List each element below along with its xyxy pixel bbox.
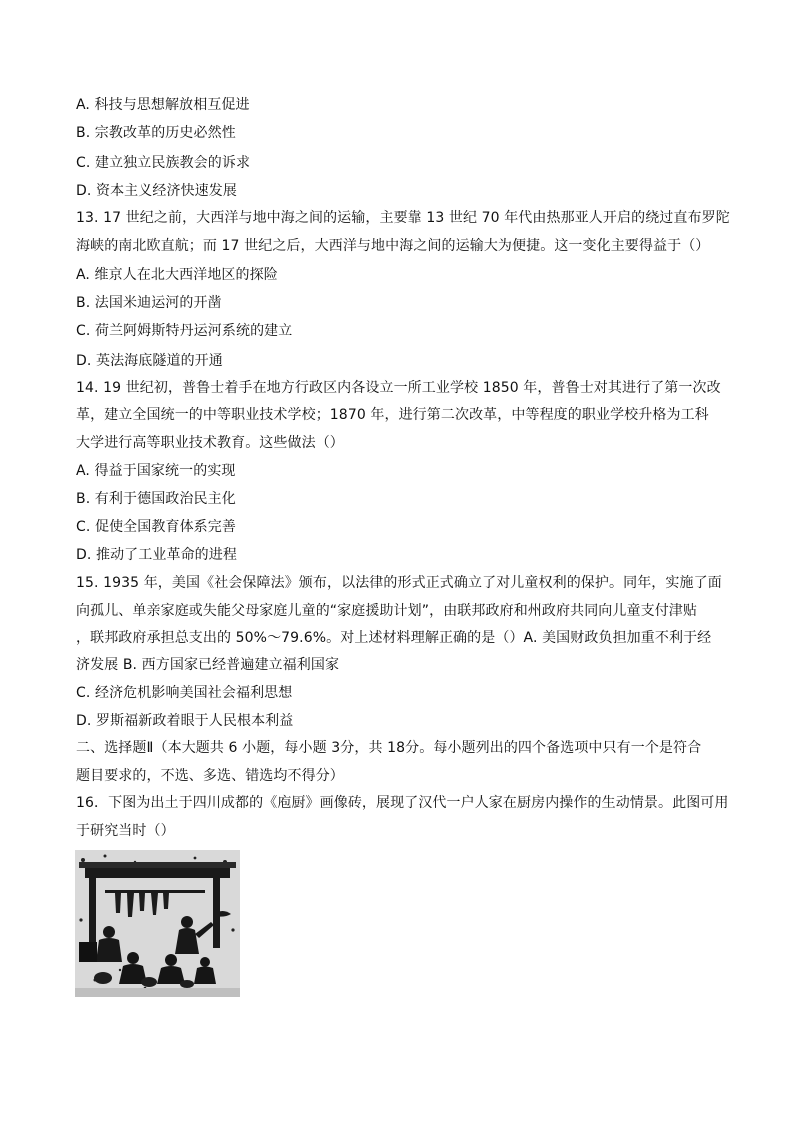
q13-option-a: A. 维京人在北大西洋地区的探险 [76, 267, 278, 283]
option-a-prev: A. 科技与思想解放相互促进 [76, 97, 250, 113]
q14-option-d: D. 推动了工业革命的进程 [76, 547, 237, 563]
q13-stem-line-2: 海峡的南北欧直航；而 17 世纪之后，大西洋与地中海之间的运输大为便捷。这一变化主要得益于（） [76, 238, 710, 254]
option-b-prev: B. 宗教改革的历史必然性 [76, 125, 236, 141]
section-2-header-line-2: 题目要求的，不选、多选、错选均不得分） [76, 768, 344, 784]
q14-option-c: C. 促使全国教育体系完善 [76, 519, 236, 535]
q15-stem-line-4: 济发展 B. 西方国家已经普遍建立福利国家 [76, 657, 340, 673]
kitchen-brick-relief-image [75, 850, 240, 997]
section-2-header-line-1: 二、选择题Ⅱ（本大题共 6 小题，每小题 3分，共 18分。每小题列出的四个备选项中只有一个是符合 [76, 740, 702, 756]
q13-option-c: C. 荷兰阿姆斯特丹运河系统的建立 [76, 323, 293, 339]
q15-option-d: D. 罗斯福新政着眼于人民根本利益 [76, 713, 294, 729]
q15-stem-line-2: 向孤儿、单亲家庭或失能父母家庭儿童的“家庭援助计划”，由联邦政府和州政府共同向儿童支付津贴 [76, 603, 698, 619]
option-d-prev: D. 资本主义经济快速发展 [76, 183, 237, 199]
q15-stem-line-3: ，联邦政府承担总支出的 50%～79.6%。对上述材料理解正确的是（）A. 美国财政负担加重不利于经 [76, 630, 712, 646]
q14-option-b: B. 有利于德国政治民主化 [76, 491, 236, 507]
q16-stem-line-1: 16．下图为出土于四川成都的《庖厨》画像砖，展现了汉代一户人家在厨房内操作的生动情景。此图可用 [76, 795, 729, 811]
q16-stem-line-2: 于研究当时（） [76, 823, 175, 839]
q14-stem-line-2: 革，建立全国统一的中等职业技术学校；1870 年，进行第二次改革，中等程度的职业学校升格为工科 [76, 407, 709, 423]
q14-stem-line-1: 14. 19 世纪初，普鲁士着手在地方行政区内各设立一所工业学校 1850 年，普鲁士对其进行了第一次改 [76, 380, 721, 396]
q15-stem-line-1: 15. 1935 年，美国《社会保障法》颁布，以法律的形式正式确立了对儿童权利的保护。同年，实施了面 [76, 575, 722, 591]
q13-option-d: D. 英法海底隧道的开通 [76, 353, 223, 369]
option-c-prev: C. 建立独立民族教会的诉求 [76, 155, 251, 171]
q13-option-b: B. 法国米迪运河的开凿 [76, 295, 222, 311]
q13-stem-line-1: 13. 17 世纪之前，大西洋与地中海之间的运输，主要靠 13 世纪 70 年代由热那亚人开启的绕过直布罗陀 [76, 210, 730, 226]
q15-option-c: C. 经济危机影响美国社会福利思想 [76, 685, 293, 701]
q14-stem-line-3: 大学进行高等职业技术教育。这些做法（） [76, 435, 344, 451]
q14-option-a: A. 得益于国家统一的实现 [76, 463, 236, 479]
